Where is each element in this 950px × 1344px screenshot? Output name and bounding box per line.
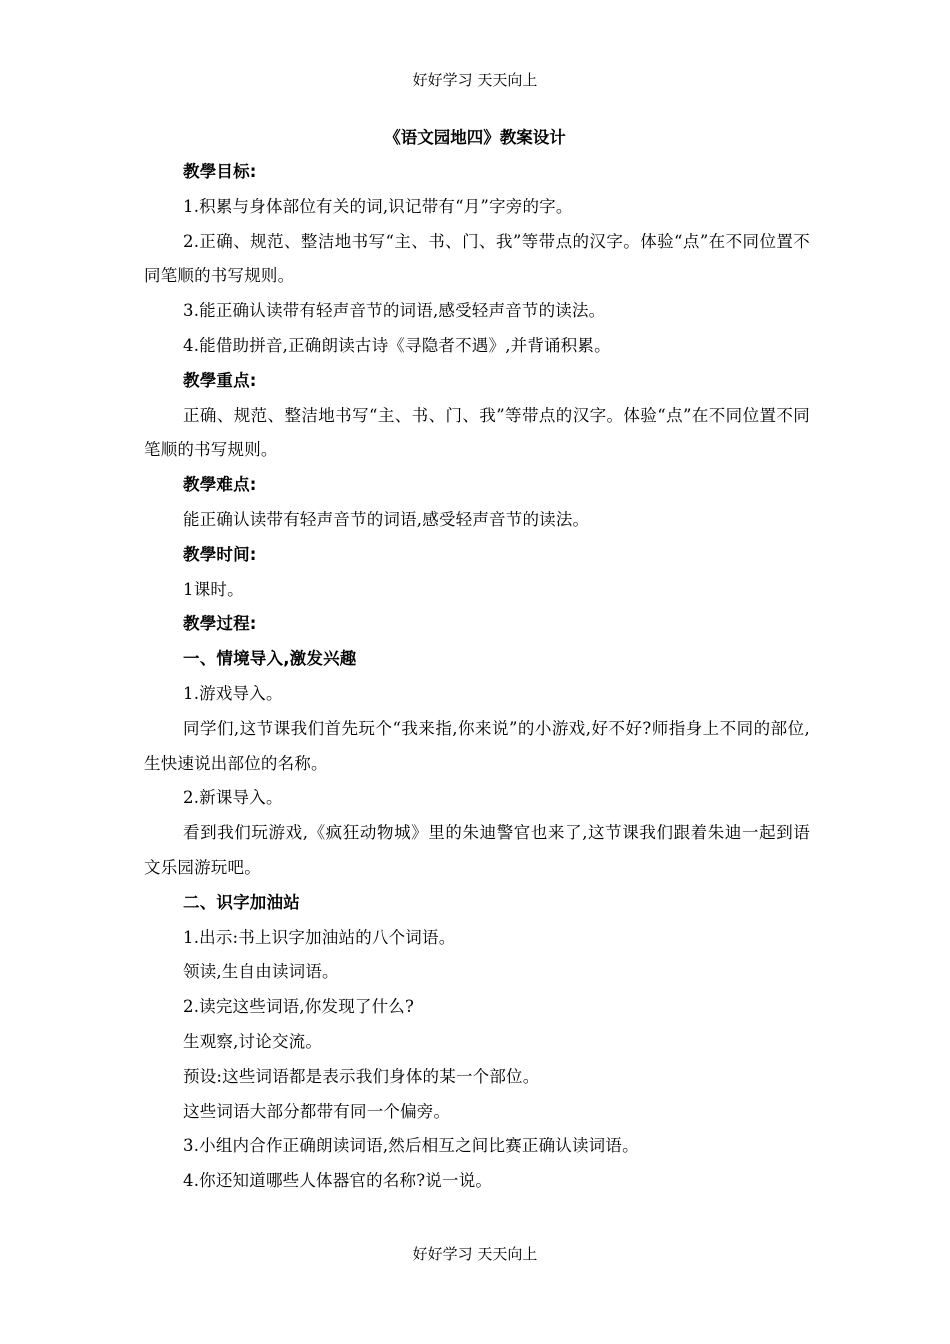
goal-item-2: 2.正确、规范、整洁地书写“主、书、门、我”等带点的汉字。体验“点”在不同位置不同笔顺的书写规则。 (144, 231, 810, 286)
literacy-item-1: 1.出示:书上识字加油站的八个词语。 (183, 927, 456, 947)
document-title: 《语文园地四》教案设计 (384, 128, 566, 147)
goal-item-1: 1.积累与身体部位有关的词,识记带有“月”字旁的字。 (183, 196, 573, 216)
section-heading-key-points: 教學重点: (183, 370, 257, 390)
literacy-line-radical: 这些词语大部分都带有同一个偏旁。 (183, 1101, 451, 1121)
literacy-item-4: 4.你还知道哪些人体器官的名称?说一说。 (183, 1171, 493, 1191)
process-item-game-intro: 1.游戏导入。 (183, 683, 283, 703)
key-points-paragraph: 正确、规范、整洁地书写“主、书、门、我”等带点的汉字。体验“点”在不同位置不同笔顺的书写规则。 (144, 405, 810, 460)
process-step-heading-1: 一、情境导入,激发兴趣 (183, 649, 357, 669)
section-heading-teaching-goals: 教學目标: (183, 162, 257, 181)
process-item-new-lesson: 2.新课导入。 (183, 788, 283, 808)
literacy-item-3: 3.小组内合作正确朗读词语,然后相互之间比赛正确认读词语。 (183, 1136, 639, 1156)
goal-item-4: 4.能借助拼音,正确朗读古诗《寻隐者不遇》,并背诵积累。 (183, 335, 611, 355)
page-footer: 好好学习 天天向上 (412, 1245, 538, 1263)
time-paragraph: 1课时。 (183, 579, 244, 599)
new-lesson-paragraph: 看到我们玩游戏,《疯狂动物城》里的朱迪警官也来了,这节课我们跟着朱迪一起到语文乐园游玩吧。 (144, 823, 810, 877)
game-intro-paragraph: 同学们,这节课我们首先玩个“我来指,你来说”的小游戏,好不好?师指身上不同的部位,生快速说出部位的名称。 (144, 718, 810, 773)
literacy-item-2: 2.读完这些词语,你发现了什么? (183, 997, 415, 1017)
section-heading-difficulties: 教學难点: (183, 475, 257, 495)
section-heading-process: 教學过程: (183, 614, 257, 634)
literacy-line-lead-reading: 领读,生自由读词语。 (183, 962, 339, 982)
section-heading-time: 教學时间: (183, 544, 257, 564)
document-body (144, 155, 810, 1199)
difficulties-paragraph: 能正确认读带有轻声音节的词语,感受轻声音节的读法。 (183, 509, 590, 529)
literacy-line-discussion: 生观察,讨论交流。 (183, 1031, 323, 1051)
literacy-line-preset: 预设:这些词语都是表示我们身体的某一个部位。 (183, 1066, 540, 1086)
goal-item-3: 3.能正确认读带有轻声音节的词语,感受轻声音节的读法。 (183, 301, 606, 321)
page-header: 好好学习 天天向上 (412, 71, 538, 89)
process-step-heading-2: 二、识字加油站 (183, 892, 300, 912)
